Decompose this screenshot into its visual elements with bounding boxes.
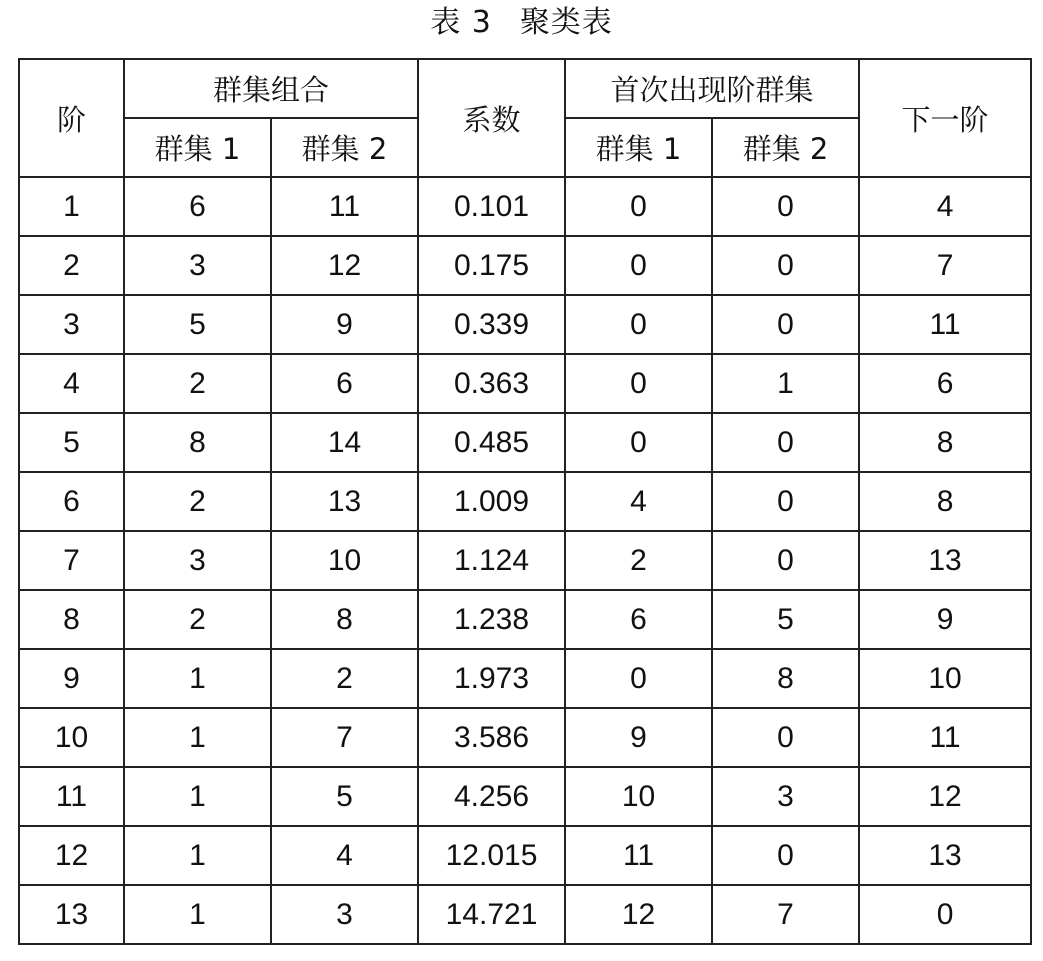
- cell-combined-cluster2: 10: [271, 531, 418, 590]
- table-title: [0, 0, 1043, 46]
- cell-combined-cluster2: 7: [271, 708, 418, 767]
- header-combined-cluster1: 群集 1: [124, 118, 271, 177]
- header-combined-cluster2: 群集 2: [271, 118, 418, 177]
- cell-coefficient: 0.101: [418, 177, 565, 236]
- table-row: [19, 708, 1031, 767]
- cell-stage: 7: [19, 531, 124, 590]
- cell-first-cluster1: 0: [565, 649, 712, 708]
- cell-combined-cluster2: 3: [271, 885, 418, 944]
- cell-next-stage: 12: [859, 767, 1031, 826]
- cell-combined-cluster2: 13: [271, 472, 418, 531]
- cell-combined-cluster1: 1: [124, 649, 271, 708]
- cell-first-cluster2: 8: [712, 649, 859, 708]
- cell-combined-cluster2: 2: [271, 649, 418, 708]
- clustering-table: [18, 58, 1032, 945]
- cell-combined-cluster1: 3: [124, 236, 271, 295]
- cell-next-stage: 7: [859, 236, 1031, 295]
- cell-first-cluster2: 0: [712, 413, 859, 472]
- cell-next-stage: 11: [859, 295, 1031, 354]
- cell-coefficient: 0.485: [418, 413, 565, 472]
- cell-combined-cluster1: 1: [124, 767, 271, 826]
- table-row: [19, 236, 1031, 295]
- cell-coefficient: 3.586: [418, 708, 565, 767]
- cell-stage: 6: [19, 472, 124, 531]
- cell-next-stage: 13: [859, 826, 1031, 885]
- cell-next-stage: 13: [859, 531, 1031, 590]
- cell-stage: 4: [19, 354, 124, 413]
- cell-first-cluster2: 7: [712, 885, 859, 944]
- table-number: 表 3: [430, 5, 492, 40]
- cell-first-cluster2: 0: [712, 708, 859, 767]
- cell-stage: 1: [19, 177, 124, 236]
- cell-combined-cluster2: 11: [271, 177, 418, 236]
- header-coefficient: 系数: [418, 59, 565, 177]
- cell-first-cluster1: 0: [565, 295, 712, 354]
- cell-combined-cluster1: 2: [124, 354, 271, 413]
- cell-coefficient: 0.339: [418, 295, 565, 354]
- cell-coefficient: 0.175: [418, 236, 565, 295]
- table-header: [19, 59, 1031, 177]
- cell-stage: 5: [19, 413, 124, 472]
- table-row: [19, 413, 1031, 472]
- cell-next-stage: 0: [859, 885, 1031, 944]
- cell-first-cluster1: 10: [565, 767, 712, 826]
- cell-first-cluster1: 4: [565, 472, 712, 531]
- cell-combined-cluster1: 6: [124, 177, 271, 236]
- cell-first-cluster2: 0: [712, 531, 859, 590]
- cell-combined-cluster2: 12: [271, 236, 418, 295]
- table-row: [19, 885, 1031, 944]
- cell-first-cluster2: 1: [712, 354, 859, 413]
- table-row: [19, 295, 1031, 354]
- cell-stage: 11: [19, 767, 124, 826]
- header-next-stage: 下一阶: [859, 59, 1031, 177]
- cell-combined-cluster1: 1: [124, 708, 271, 767]
- cell-coefficient: 1.009: [418, 472, 565, 531]
- cell-stage: 10: [19, 708, 124, 767]
- table-row: [19, 649, 1031, 708]
- cell-combined-cluster2: 5: [271, 767, 418, 826]
- cell-combined-cluster2: 8: [271, 590, 418, 649]
- cell-combined-cluster2: 6: [271, 354, 418, 413]
- cell-coefficient: 1.124: [418, 531, 565, 590]
- table-row: [19, 531, 1031, 590]
- cell-combined-cluster1: 5: [124, 295, 271, 354]
- cell-first-cluster2: 5: [712, 590, 859, 649]
- cell-combined-cluster2: 4: [271, 826, 418, 885]
- cell-coefficient: 1.973: [418, 649, 565, 708]
- cell-first-cluster1: 2: [565, 531, 712, 590]
- cell-stage: 3: [19, 295, 124, 354]
- cell-combined-cluster1: 1: [124, 885, 271, 944]
- table-row: [19, 472, 1031, 531]
- cell-combined-cluster2: 14: [271, 413, 418, 472]
- table-caption: 聚类表: [519, 5, 613, 40]
- table-row: [19, 177, 1031, 236]
- header-first-appear: 首次出现阶群集: [565, 59, 859, 118]
- cell-first-cluster1: 11: [565, 826, 712, 885]
- cell-coefficient: 4.256: [418, 767, 565, 826]
- cell-next-stage: 10: [859, 649, 1031, 708]
- cell-first-cluster1: 0: [565, 236, 712, 295]
- cell-combined-cluster1: 8: [124, 413, 271, 472]
- cell-coefficient: 0.363: [418, 354, 565, 413]
- cell-first-cluster1: 6: [565, 590, 712, 649]
- cell-next-stage: 4: [859, 177, 1031, 236]
- cell-next-stage: 8: [859, 472, 1031, 531]
- table-row: [19, 590, 1031, 649]
- cell-coefficient: 1.238: [418, 590, 565, 649]
- cell-first-cluster2: 0: [712, 826, 859, 885]
- cell-first-cluster2: 3: [712, 767, 859, 826]
- cell-combined-cluster2: 9: [271, 295, 418, 354]
- cell-stage: 8: [19, 590, 124, 649]
- cell-combined-cluster1: 2: [124, 590, 271, 649]
- cell-stage: 13: [19, 885, 124, 944]
- cell-stage: 2: [19, 236, 124, 295]
- cell-next-stage: 9: [859, 590, 1031, 649]
- cell-coefficient: 14.721: [418, 885, 565, 944]
- cell-stage: 12: [19, 826, 124, 885]
- cell-stage: 9: [19, 649, 124, 708]
- cell-next-stage: 8: [859, 413, 1031, 472]
- cell-first-cluster1: 0: [565, 177, 712, 236]
- cell-first-cluster2: 0: [712, 295, 859, 354]
- cell-next-stage: 6: [859, 354, 1031, 413]
- header-first-cluster1: 群集 1: [565, 118, 712, 177]
- cell-first-cluster2: 0: [712, 177, 859, 236]
- table-row: [19, 767, 1031, 826]
- table-row: [19, 826, 1031, 885]
- header-first-cluster2: 群集 2: [712, 118, 859, 177]
- cell-next-stage: 11: [859, 708, 1031, 767]
- cell-combined-cluster1: 1: [124, 826, 271, 885]
- table-body: [19, 177, 1031, 944]
- cell-first-cluster1: 12: [565, 885, 712, 944]
- cell-first-cluster2: 0: [712, 236, 859, 295]
- cell-combined-cluster1: 3: [124, 531, 271, 590]
- cell-first-cluster1: 9: [565, 708, 712, 767]
- cell-first-cluster1: 0: [565, 354, 712, 413]
- header-cluster-combined: 群集组合: [124, 59, 418, 118]
- header-stage: 阶: [19, 59, 124, 177]
- cell-coefficient: 12.015: [418, 826, 565, 885]
- cell-first-cluster1: 0: [565, 413, 712, 472]
- table-row: [19, 354, 1031, 413]
- cell-first-cluster2: 0: [712, 472, 859, 531]
- cell-combined-cluster1: 2: [124, 472, 271, 531]
